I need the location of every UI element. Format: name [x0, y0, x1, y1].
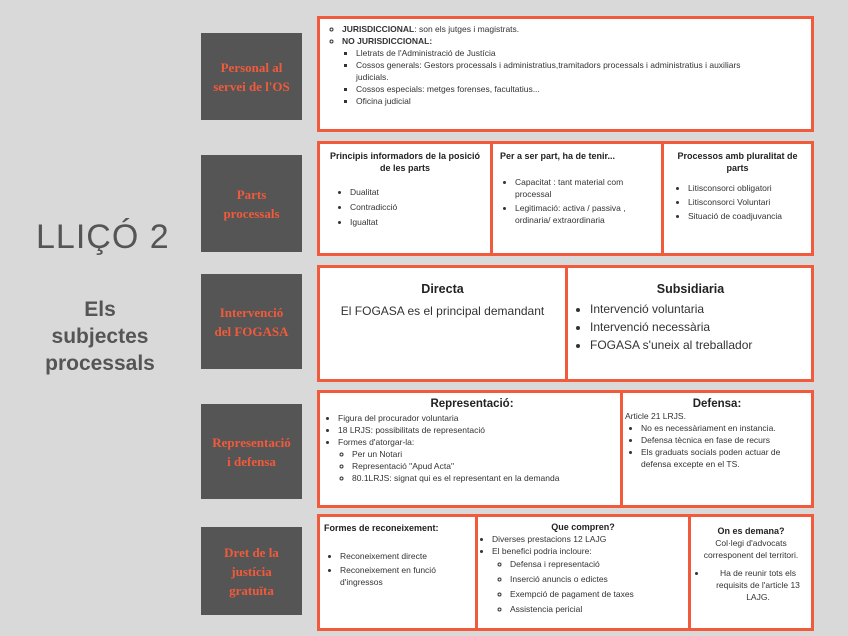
fogasa-subsidiaria-list — [574, 300, 807, 354]
parts-col-title: Principis informadors de la posició de les parts — [329, 151, 481, 173]
list-item: • Litisconsorci obligatori — [688, 182, 809, 194]
defensa-list — [625, 422, 809, 470]
label-line: servei de l'OS — [213, 78, 290, 94]
justicia-col-sublist — [480, 557, 686, 617]
label-personal — [201, 33, 302, 120]
representacio-list — [326, 412, 618, 448]
lesson-subtitle-line: processals — [45, 352, 155, 375]
label-line: Dret de la — [224, 544, 279, 560]
parts-col-list — [497, 176, 657, 226]
fogasa-directa-text: El FOGASA es el principal demandant — [340, 304, 545, 318]
list-item: ◦ Exempció de pagament de taxes — [510, 587, 686, 602]
parts-col-list — [666, 182, 809, 222]
list-item: ▪ Cossos generals: Gestors processals i administratius,tramitadors processals i administratius i auxiliars judicials. — [356, 59, 803, 83]
justicia-col-title: Formes de reconeixement: — [324, 523, 439, 533]
list-item — [342, 35, 803, 107]
list-item: • Intervenció voluntaria — [590, 300, 807, 318]
label-line: justícia — [231, 563, 272, 579]
defensa-intro: Article 21 LRJS. — [625, 411, 686, 421]
label-line: Intervenció — [219, 304, 284, 320]
fogasa-subsidiaria-title: Subsidiaria — [656, 282, 725, 296]
label-line: i defensa — [227, 453, 276, 469]
list-item: • Reconeixement directe — [340, 550, 473, 562]
repdef-defensa — [623, 393, 811, 505]
list-item: ◦ Defensa i representació — [510, 557, 686, 572]
list-item: • El benefici podria incloure: — [492, 545, 686, 557]
lesson-title: LLIÇÓ 2 — [36, 218, 170, 256]
parts-col-principis — [320, 144, 490, 253]
list-item: • Figura del procurador voluntaria — [338, 412, 618, 424]
label-line: Personal al — [220, 59, 283, 75]
personal-panel — [320, 19, 811, 107]
fogasa-subsidiaria — [568, 268, 811, 379]
justicia-col-title: Que compren? — [551, 522, 615, 532]
representacio-sublist — [326, 448, 618, 484]
fogasa-directa-title: Directa — [421, 282, 464, 296]
parts-box — [317, 141, 814, 256]
list-item: • Legitimació: activa / passiva , ordinaria/ extraordinaria — [515, 202, 657, 226]
list-item — [342, 23, 803, 35]
parts-col-requisits — [493, 144, 661, 253]
list-item: • Ha de reunir tots els requisits de l'article 13 LAJG. — [707, 567, 809, 603]
fogasa-box — [317, 265, 814, 382]
no-jurisdiccional-list — [342, 47, 803, 107]
justicia-comprem — [478, 517, 688, 628]
list-item: • Situació de coadjuvancia — [688, 210, 809, 222]
list-item: • Litisconsorci Voluntari — [688, 196, 809, 208]
lesson-subtitle-line: Els — [84, 298, 116, 321]
parts-col-title: Processos amb pluralitat de parts — [677, 151, 798, 173]
no-jurisdiccional-label: NO JURISDICCIONAL: — [342, 36, 433, 46]
list-item: • 18 LRJS: possibilitats de representació — [338, 424, 618, 436]
label-parts — [201, 155, 302, 252]
list-item: • Contradicció — [350, 201, 486, 213]
personal-box — [317, 16, 814, 132]
defensa-title: Defensa: — [692, 398, 742, 410]
repdef-box — [317, 390, 814, 508]
justicia-col-list — [480, 533, 686, 557]
list-item: • Els graduats socials poden actuar de defensa excepte en el TS. — [641, 446, 809, 470]
list-item: • Dualitat — [350, 186, 486, 198]
list-item: • Reconeixement en funció d'ingressos — [340, 564, 473, 588]
jurisdiccional-label: JURISDICCIONAL — [342, 24, 415, 34]
jurisdiccional-text: : son els jutges i magistrats. — [414, 24, 520, 34]
list-item: ◦ Per un Notari — [352, 448, 618, 460]
list-item: • No es necessàriament en instancia. — [641, 422, 809, 434]
list-item: • FOGASA s'uneix al treballador — [590, 336, 807, 354]
list-item: • Defensa tècnica en fase de recurs — [641, 434, 809, 446]
list-item: • Diverses prestacions 12 LAJG — [492, 533, 686, 545]
list-item: ▪ Oficina judicial — [356, 95, 803, 107]
parts-col-pluralitat — [664, 144, 811, 253]
label-line: processals — [223, 205, 280, 221]
repdef-representacio — [320, 393, 620, 505]
justicia-on — [691, 517, 811, 628]
list-item: ◦ Representació "Apud Acta" — [352, 460, 618, 472]
list-item: ◦ 80.1LRJS: signat qui es el representant en la demanda — [352, 472, 618, 484]
parts-col-title: Per a ser part, ha de tenir... — [500, 151, 616, 161]
list-item: • Igualtat — [350, 216, 486, 228]
label-justicia — [201, 527, 302, 615]
justicia-col-list — [693, 567, 809, 603]
justicia-on-text: Col·legi d'advocats corresponent del territori. — [703, 538, 799, 560]
label-line: del FOGASA — [214, 323, 289, 339]
list-item: • Capacitat : tant material com processal — [515, 176, 657, 200]
list-item: • Formes d'atorgar-la: — [338, 436, 618, 448]
list-item: ◦ Assistencia pericial — [510, 602, 686, 617]
list-item: • Intervenció necessària — [590, 318, 807, 336]
justicia-box — [317, 514, 814, 631]
justicia-col-list — [324, 550, 473, 588]
personal-list — [330, 23, 803, 107]
label-line: Parts — [236, 186, 267, 202]
lesson-subtitle — [30, 296, 170, 377]
label-line: Representació — [212, 434, 291, 450]
list-item: ▪ Cossos especials: metges forenses, facultatius... — [356, 83, 803, 95]
justicia-col-title: On es demana? — [717, 526, 785, 536]
label-line: gratuïta — [229, 582, 274, 598]
parts-col-list — [324, 186, 486, 228]
list-item: ◦ Inserció anuncis o edictes — [510, 572, 686, 587]
label-repdef — [201, 404, 302, 499]
lesson-subtitle-line: subjectes — [51, 325, 149, 348]
label-fogasa — [201, 274, 302, 369]
representacio-title: Representació: — [430, 398, 514, 410]
justicia-formes — [320, 517, 475, 628]
list-item: ▪ Lletrats de l'Administració de Justícia — [356, 47, 803, 59]
fogasa-directa — [320, 268, 565, 379]
